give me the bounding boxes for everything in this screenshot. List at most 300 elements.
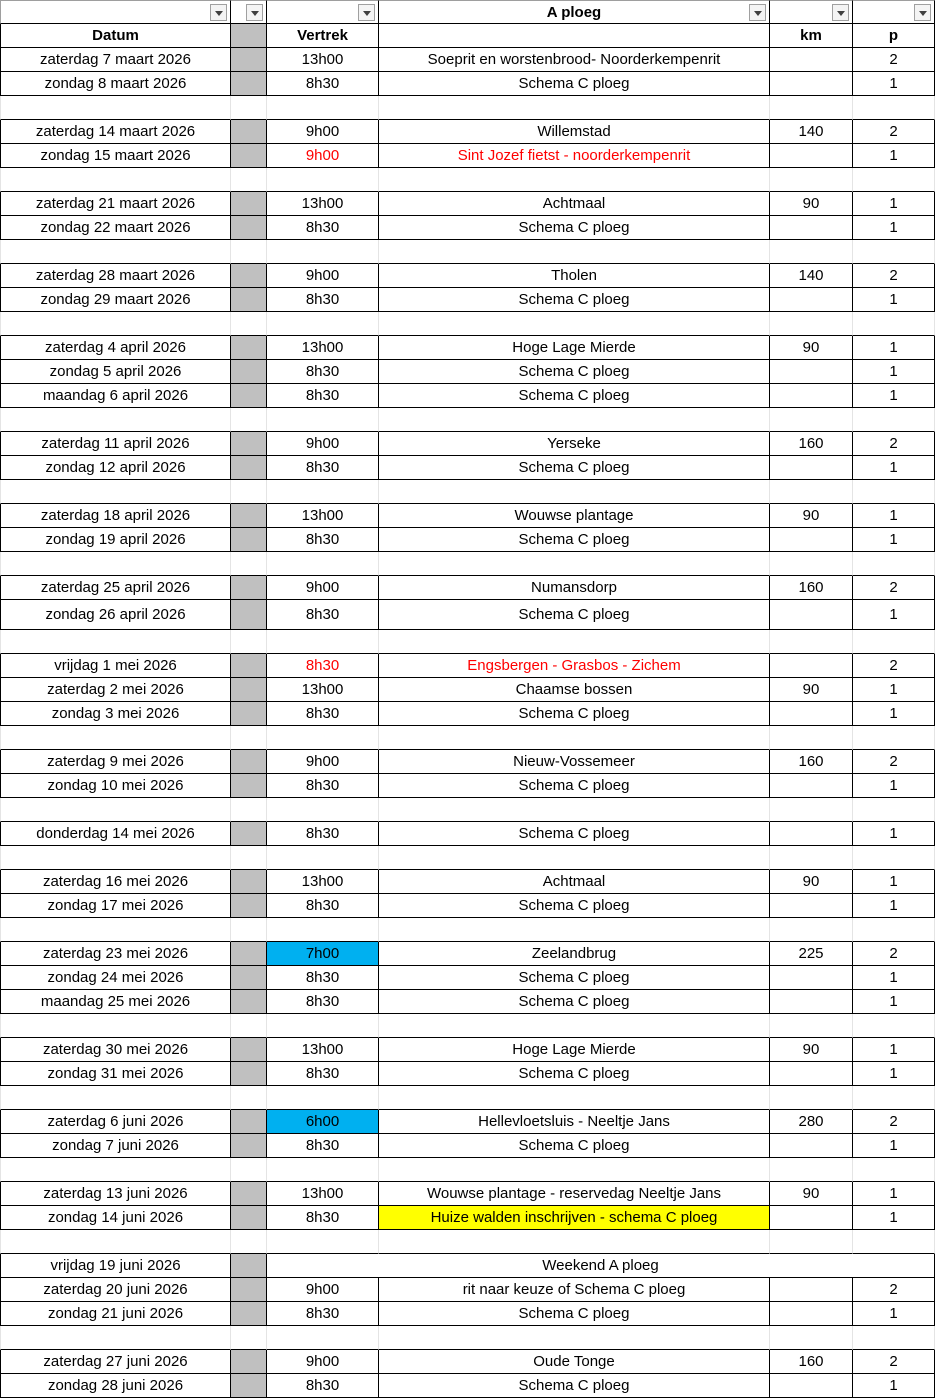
empty-cell[interactable] [231, 798, 267, 822]
p-cell[interactable]: 1 [853, 336, 935, 360]
gray-marker-cell[interactable] [231, 120, 267, 144]
date-cell[interactable]: zaterdag 14 maart 2026 [0, 120, 231, 144]
empty-cell[interactable] [0, 1326, 231, 1350]
departure-time-cell[interactable]: 13h00 [267, 1038, 379, 1062]
date-cell[interactable]: zondag 28 juni 2026 [0, 1374, 231, 1398]
filter-dropdown-icon[interactable] [358, 4, 375, 21]
empty-cell[interactable] [853, 726, 935, 750]
p-cell[interactable]: 1 [853, 1062, 935, 1086]
empty-cell[interactable] [231, 1014, 267, 1038]
empty-cell[interactable] [379, 798, 770, 822]
p-cell[interactable]: 2 [853, 120, 935, 144]
gray-marker-cell[interactable] [231, 750, 267, 774]
empty-cell[interactable] [0, 480, 231, 504]
header-datum[interactable]: Datum [0, 24, 231, 48]
date-cell[interactable]: zondag 17 mei 2026 [0, 894, 231, 918]
p-cell[interactable]: 1 [853, 528, 935, 552]
filter-dropdown-icon[interactable] [210, 4, 227, 21]
empty-cell[interactable] [231, 96, 267, 120]
km-cell[interactable]: 160 [770, 432, 853, 456]
departure-time-cell[interactable]: 8h30 [267, 990, 379, 1014]
empty-cell[interactable] [231, 1086, 267, 1110]
route-cell[interactable]: Schema C ploeg [379, 216, 770, 240]
date-cell[interactable]: zaterdag 27 juni 2026 [0, 1350, 231, 1374]
date-cell[interactable]: zaterdag 13 juni 2026 [0, 1182, 231, 1206]
km-cell[interactable]: 90 [770, 1182, 853, 1206]
gray-marker-cell[interactable] [231, 894, 267, 918]
empty-cell[interactable] [770, 846, 853, 870]
departure-time-cell[interactable]: 13h00 [267, 504, 379, 528]
p-cell[interactable]: 1 [853, 288, 935, 312]
p-cell[interactable]: 1 [853, 1206, 935, 1230]
p-cell[interactable]: 2 [853, 576, 935, 600]
date-cell[interactable]: zaterdag 4 april 2026 [0, 336, 231, 360]
p-cell[interactable]: 1 [853, 702, 935, 726]
departure-time-cell[interactable]: 13h00 [267, 870, 379, 894]
km-cell[interactable] [770, 1062, 853, 1086]
departure-time-cell[interactable]: 7h00 [267, 942, 379, 966]
km-cell[interactable]: 140 [770, 120, 853, 144]
date-cell[interactable]: zondag 31 mei 2026 [0, 1062, 231, 1086]
empty-cell[interactable] [0, 726, 231, 750]
filter-dropdown-icon[interactable] [246, 4, 263, 21]
km-cell[interactable]: 160 [770, 750, 853, 774]
date-cell[interactable]: zaterdag 9 mei 2026 [0, 750, 231, 774]
empty-cell[interactable] [770, 1158, 853, 1182]
km-cell[interactable]: 160 [770, 1350, 853, 1374]
km-cell[interactable]: 90 [770, 504, 853, 528]
route-cell[interactable]: Oude Tonge [379, 1350, 770, 1374]
empty-cell[interactable] [770, 1230, 853, 1254]
empty-cell[interactable] [853, 798, 935, 822]
km-cell[interactable] [770, 1302, 853, 1326]
empty-cell[interactable] [770, 480, 853, 504]
date-cell[interactable]: zondag 5 april 2026 [0, 360, 231, 384]
departure-time-cell[interactable]: 9h00 [267, 576, 379, 600]
empty-cell[interactable] [0, 846, 231, 870]
date-cell[interactable]: zondag 19 april 2026 [0, 528, 231, 552]
date-cell[interactable]: vrijdag 1 mei 2026 [0, 654, 231, 678]
empty-cell[interactable] [770, 630, 853, 654]
departure-time-cell[interactable]: 13h00 [267, 336, 379, 360]
empty-cell[interactable] [267, 240, 379, 264]
departure-time-cell[interactable]: 8h30 [267, 360, 379, 384]
departure-time-cell[interactable]: 8h30 [267, 288, 379, 312]
empty-cell[interactable] [770, 408, 853, 432]
date-cell[interactable]: zaterdag 25 april 2026 [0, 576, 231, 600]
p-cell[interactable]: 2 [853, 432, 935, 456]
p-cell[interactable]: 1 [853, 384, 935, 408]
empty-cell[interactable] [0, 1230, 231, 1254]
gray-marker-cell[interactable] [231, 432, 267, 456]
empty-cell[interactable] [770, 552, 853, 576]
gray-marker-cell[interactable] [231, 1038, 267, 1062]
p-cell[interactable]: 1 [853, 504, 935, 528]
date-cell[interactable]: zondag 14 juni 2026 [0, 1206, 231, 1230]
gray-marker-cell[interactable] [231, 1182, 267, 1206]
empty-cell[interactable] [0, 1086, 231, 1110]
km-cell[interactable] [770, 48, 853, 72]
departure-time-cell[interactable]: 8h30 [267, 966, 379, 990]
p-cell[interactable]: 2 [853, 48, 935, 72]
empty-cell[interactable] [853, 1014, 935, 1038]
km-cell[interactable] [770, 360, 853, 384]
date-cell[interactable]: maandag 25 mei 2026 [0, 990, 231, 1014]
route-cell[interactable]: Schema C ploeg [379, 288, 770, 312]
route-cell[interactable]: Schema C ploeg [379, 360, 770, 384]
empty-cell[interactable] [0, 552, 231, 576]
filter-dropdown-icon[interactable] [832, 4, 849, 21]
empty-cell[interactable] [770, 918, 853, 942]
date-cell[interactable]: zaterdag 30 mei 2026 [0, 1038, 231, 1062]
departure-time-cell[interactable]: 8h30 [267, 894, 379, 918]
date-cell[interactable]: zaterdag 28 maart 2026 [0, 264, 231, 288]
departure-time-cell[interactable]: 8h30 [267, 1134, 379, 1158]
header-route[interactable] [379, 24, 770, 48]
empty-cell[interactable] [231, 312, 267, 336]
km-cell[interactable] [770, 288, 853, 312]
filter-dropdown-icon[interactable] [914, 4, 931, 21]
empty-cell[interactable] [853, 630, 935, 654]
route-cell[interactable]: Schema C ploeg [379, 1374, 770, 1398]
km-cell[interactable] [770, 384, 853, 408]
departure-time-cell[interactable]: 8h30 [267, 528, 379, 552]
route-cell[interactable]: Hellevloetsluis - Neeltje Jans [379, 1110, 770, 1134]
departure-time-cell[interactable]: 8h30 [267, 72, 379, 96]
gray-marker-cell[interactable] [231, 456, 267, 480]
empty-cell[interactable] [267, 168, 379, 192]
empty-cell[interactable] [0, 240, 231, 264]
empty-cell[interactable] [379, 1014, 770, 1038]
gray-marker-cell[interactable] [231, 528, 267, 552]
empty-cell[interactable] [267, 798, 379, 822]
km-cell[interactable] [770, 216, 853, 240]
date-cell[interactable]: zondag 29 maart 2026 [0, 288, 231, 312]
km-cell[interactable]: 90 [770, 336, 853, 360]
empty-cell[interactable] [0, 918, 231, 942]
empty-cell[interactable] [379, 846, 770, 870]
empty-cell[interactable] [231, 408, 267, 432]
departure-time-cell[interactable]: 9h00 [267, 120, 379, 144]
route-cell[interactable]: rit naar keuze of Schema C ploeg [379, 1278, 770, 1302]
empty-cell[interactable] [267, 96, 379, 120]
empty-cell[interactable] [0, 408, 231, 432]
empty-cell[interactable] [379, 408, 770, 432]
p-cell[interactable]: 1 [853, 1302, 935, 1326]
gray-marker-cell[interactable] [231, 678, 267, 702]
route-cell[interactable]: Schema C ploeg [379, 990, 770, 1014]
departure-time-cell[interactable]: 8h30 [267, 774, 379, 798]
date-cell[interactable]: zaterdag 18 april 2026 [0, 504, 231, 528]
gray-marker-cell[interactable] [231, 774, 267, 798]
date-cell[interactable]: zaterdag 16 mei 2026 [0, 870, 231, 894]
p-cell[interactable]: 1 [853, 990, 935, 1014]
gray-marker-cell[interactable] [231, 288, 267, 312]
gray-marker-cell[interactable] [231, 144, 267, 168]
gray-marker-cell[interactable] [231, 192, 267, 216]
empty-cell[interactable] [267, 480, 379, 504]
date-cell[interactable]: zondag 12 april 2026 [0, 456, 231, 480]
km-cell[interactable]: 140 [770, 264, 853, 288]
p-cell[interactable]: 2 [853, 1350, 935, 1374]
date-cell[interactable]: zondag 24 mei 2026 [0, 966, 231, 990]
empty-cell[interactable] [267, 630, 379, 654]
empty-cell[interactable] [267, 1086, 379, 1110]
route-cell[interactable]: Nieuw-Vossemeer [379, 750, 770, 774]
empty-cell[interactable] [0, 312, 231, 336]
gray-marker-cell[interactable] [231, 216, 267, 240]
empty-cell[interactable] [231, 552, 267, 576]
p-cell[interactable]: 2 [853, 1110, 935, 1134]
gray-marker-cell[interactable] [231, 576, 267, 600]
empty-cell[interactable] [267, 726, 379, 750]
empty-cell[interactable] [379, 726, 770, 750]
date-cell[interactable]: zaterdag 20 juni 2026 [0, 1278, 231, 1302]
empty-cell[interactable] [267, 408, 379, 432]
empty-cell[interactable] [853, 1230, 935, 1254]
route-cell[interactable]: Schema C ploeg [379, 1062, 770, 1086]
p-cell[interactable]: 2 [853, 654, 935, 678]
empty-cell[interactable] [0, 1014, 231, 1038]
gray-marker-cell[interactable] [231, 702, 267, 726]
p-cell[interactable]: 1 [853, 456, 935, 480]
route-cell[interactable]: Hoge Lage Mierde [379, 1038, 770, 1062]
date-cell[interactable]: zaterdag 21 maart 2026 [0, 192, 231, 216]
empty-cell[interactable] [379, 312, 770, 336]
route-cell[interactable]: Zeelandbrug [379, 942, 770, 966]
empty-cell[interactable] [853, 1086, 935, 1110]
route-cell[interactable]: Numansdorp [379, 576, 770, 600]
date-cell[interactable]: zondag 22 maart 2026 [0, 216, 231, 240]
p-cell[interactable]: 1 [853, 192, 935, 216]
empty-cell[interactable] [770, 798, 853, 822]
date-cell[interactable]: zondag 3 mei 2026 [0, 702, 231, 726]
km-cell[interactable] [770, 144, 853, 168]
departure-time-cell[interactable]: 9h00 [267, 1350, 379, 1374]
departure-time-cell[interactable]: 9h00 [267, 144, 379, 168]
route-cell[interactable]: Chaamse bossen [379, 678, 770, 702]
empty-cell[interactable] [267, 846, 379, 870]
empty-cell[interactable] [231, 480, 267, 504]
km-cell[interactable] [770, 966, 853, 990]
empty-cell[interactable] [770, 1086, 853, 1110]
empty-cell[interactable] [231, 726, 267, 750]
p-cell[interactable]: 1 [853, 774, 935, 798]
departure-time-cell[interactable]: 8h30 [267, 384, 379, 408]
header-gray-cell[interactable] [231, 24, 267, 48]
gray-marker-cell[interactable] [231, 504, 267, 528]
p-cell[interactable]: 1 [853, 216, 935, 240]
km-cell[interactable]: 90 [770, 192, 853, 216]
empty-cell[interactable] [853, 408, 935, 432]
empty-cell[interactable] [267, 1158, 379, 1182]
empty-cell[interactable] [379, 480, 770, 504]
empty-cell[interactable] [231, 1158, 267, 1182]
route-cell[interactable]: Wouwse plantage - reservedag Neeltje Jans [379, 1182, 770, 1206]
route-cell[interactable]: Schema C ploeg [379, 456, 770, 480]
date-cell[interactable]: maandag 6 april 2026 [0, 384, 231, 408]
km-cell[interactable]: 90 [770, 1038, 853, 1062]
gray-marker-cell[interactable] [231, 1302, 267, 1326]
departure-time-cell[interactable]: 13h00 [267, 1182, 379, 1206]
departure-time-cell[interactable]: 8h30 [267, 1374, 379, 1398]
empty-cell[interactable] [231, 1230, 267, 1254]
empty-cell[interactable] [853, 552, 935, 576]
gray-marker-cell[interactable] [231, 1278, 267, 1302]
departure-time-cell[interactable]: 8h30 [267, 600, 379, 630]
empty-cell[interactable] [231, 846, 267, 870]
empty-cell[interactable] [853, 240, 935, 264]
departure-time-cell[interactable]: 8h30 [267, 822, 379, 846]
route-cell[interactable]: Schema C ploeg [379, 822, 770, 846]
route-cell[interactable]: Willemstad [379, 120, 770, 144]
p-cell[interactable]: 1 [853, 870, 935, 894]
gray-marker-cell[interactable] [231, 1350, 267, 1374]
route-cell[interactable]: Achtmaal [379, 870, 770, 894]
filter-dropdown-icon[interactable] [749, 4, 766, 21]
departure-time-cell[interactable]: 8h30 [267, 702, 379, 726]
km-cell[interactable] [770, 72, 853, 96]
gray-marker-cell[interactable] [231, 1374, 267, 1398]
empty-cell[interactable] [853, 918, 935, 942]
departure-time-cell[interactable]: 13h00 [267, 48, 379, 72]
empty-cell[interactable] [379, 1230, 770, 1254]
empty-cell[interactable] [0, 630, 231, 654]
gray-marker-cell[interactable] [231, 1110, 267, 1134]
gray-marker-cell[interactable] [231, 264, 267, 288]
empty-cell[interactable] [379, 552, 770, 576]
empty-cell[interactable] [0, 168, 231, 192]
p-cell[interactable]: 1 [853, 894, 935, 918]
gray-marker-cell[interactable] [231, 966, 267, 990]
route-cell[interactable]: Schema C ploeg [379, 1302, 770, 1326]
p-cell[interactable]: 1 [853, 600, 935, 630]
empty-cell[interactable] [0, 798, 231, 822]
empty-cell[interactable] [853, 312, 935, 336]
empty-cell[interactable] [379, 1326, 770, 1350]
departure-time-cell[interactable]: 6h00 [267, 1110, 379, 1134]
header-p[interactable]: p [853, 24, 935, 48]
empty-cell[interactable] [853, 96, 935, 120]
km-cell[interactable] [770, 600, 853, 630]
empty-cell[interactable] [770, 726, 853, 750]
empty-cell[interactable] [267, 552, 379, 576]
route-cell[interactable]: Schema C ploeg [379, 966, 770, 990]
route-cell[interactable]: Schema C ploeg [379, 702, 770, 726]
empty-cell[interactable] [231, 1326, 267, 1350]
empty-cell[interactable] [267, 1326, 379, 1350]
route-cell[interactable]: Yerseke [379, 432, 770, 456]
km-cell[interactable] [770, 1374, 853, 1398]
date-cell[interactable]: donderdag 14 mei 2026 [0, 822, 231, 846]
route-cell[interactable]: Soeprit en worstenbrood- Noorderkempenrit [379, 48, 770, 72]
km-cell[interactable] [770, 822, 853, 846]
km-cell[interactable]: 90 [770, 870, 853, 894]
km-cell[interactable]: 225 [770, 942, 853, 966]
empty-cell[interactable] [853, 168, 935, 192]
departure-time-cell[interactable]: 9h00 [267, 1278, 379, 1302]
departure-time-cell[interactable]: 9h00 [267, 264, 379, 288]
route-cell[interactable]: Schema C ploeg [379, 600, 770, 630]
km-cell[interactable] [770, 1134, 853, 1158]
route-cell[interactable]: Wouwse plantage [379, 504, 770, 528]
gray-marker-cell[interactable] [231, 72, 267, 96]
gray-marker-cell[interactable] [231, 48, 267, 72]
date-cell[interactable]: zaterdag 6 juni 2026 [0, 1110, 231, 1134]
empty-cell[interactable] [853, 846, 935, 870]
km-cell[interactable] [770, 702, 853, 726]
gray-marker-cell[interactable] [231, 384, 267, 408]
p-cell[interactable]: 2 [853, 1278, 935, 1302]
empty-cell[interactable] [853, 1326, 935, 1350]
p-cell[interactable]: 1 [853, 678, 935, 702]
p-cell[interactable]: 1 [853, 1038, 935, 1062]
header-km[interactable]: km [770, 24, 853, 48]
gray-marker-cell[interactable] [231, 336, 267, 360]
km-cell[interactable]: 90 [770, 678, 853, 702]
gray-marker-cell[interactable] [231, 822, 267, 846]
p-cell[interactable]: 1 [853, 822, 935, 846]
route-cell[interactable]: Engsbergen - Grasbos - Zichem [379, 654, 770, 678]
km-cell[interactable]: 280 [770, 1110, 853, 1134]
km-cell[interactable] [770, 528, 853, 552]
gray-marker-cell[interactable] [231, 1254, 267, 1278]
empty-cell[interactable] [0, 1158, 231, 1182]
date-cell[interactable]: zaterdag 2 mei 2026 [0, 678, 231, 702]
p-cell[interactable]: 1 [853, 144, 935, 168]
empty-cell[interactable] [379, 96, 770, 120]
km-cell[interactable]: 160 [770, 576, 853, 600]
p-cell[interactable]: 1 [853, 966, 935, 990]
empty-cell[interactable] [770, 168, 853, 192]
p-cell[interactable]: 2 [853, 264, 935, 288]
km-cell[interactable] [770, 1278, 853, 1302]
departure-time-cell[interactable]: 9h00 [267, 432, 379, 456]
km-cell[interactable] [770, 990, 853, 1014]
gray-marker-cell[interactable] [231, 990, 267, 1014]
empty-cell[interactable] [379, 918, 770, 942]
empty-cell[interactable] [770, 1014, 853, 1038]
empty-cell[interactable] [770, 312, 853, 336]
km-cell[interactable] [770, 894, 853, 918]
empty-cell[interactable] [853, 1158, 935, 1182]
route-cell[interactable]: Schema C ploeg [379, 894, 770, 918]
date-cell[interactable]: zondag 10 mei 2026 [0, 774, 231, 798]
departure-time-cell[interactable]: 8h30 [267, 1206, 379, 1230]
gray-marker-cell[interactable] [231, 942, 267, 966]
empty-cell[interactable] [853, 480, 935, 504]
gray-marker-cell[interactable] [231, 1062, 267, 1086]
p-cell[interactable]: 1 [853, 360, 935, 384]
departure-time-cell[interactable]: 8h30 [267, 1302, 379, 1326]
gray-marker-cell[interactable] [231, 1206, 267, 1230]
date-cell[interactable]: zondag 15 maart 2026 [0, 144, 231, 168]
route-cell[interactable]: Schema C ploeg [379, 72, 770, 96]
departure-time-cell[interactable]: 9h00 [267, 750, 379, 774]
date-cell[interactable]: zaterdag 7 maart 2026 [0, 48, 231, 72]
departure-time-cell[interactable]: 13h00 [267, 678, 379, 702]
km-cell[interactable] [770, 774, 853, 798]
gray-marker-cell[interactable] [231, 360, 267, 384]
merged-cell[interactable]: Weekend A ploeg [267, 1254, 935, 1278]
route-cell[interactable]: Hoge Lage Mierde [379, 336, 770, 360]
empty-cell[interactable] [770, 96, 853, 120]
empty-cell[interactable] [379, 1086, 770, 1110]
gray-marker-cell[interactable] [231, 600, 267, 630]
date-cell[interactable]: zaterdag 11 april 2026 [0, 432, 231, 456]
empty-cell[interactable] [267, 312, 379, 336]
empty-cell[interactable] [379, 1158, 770, 1182]
